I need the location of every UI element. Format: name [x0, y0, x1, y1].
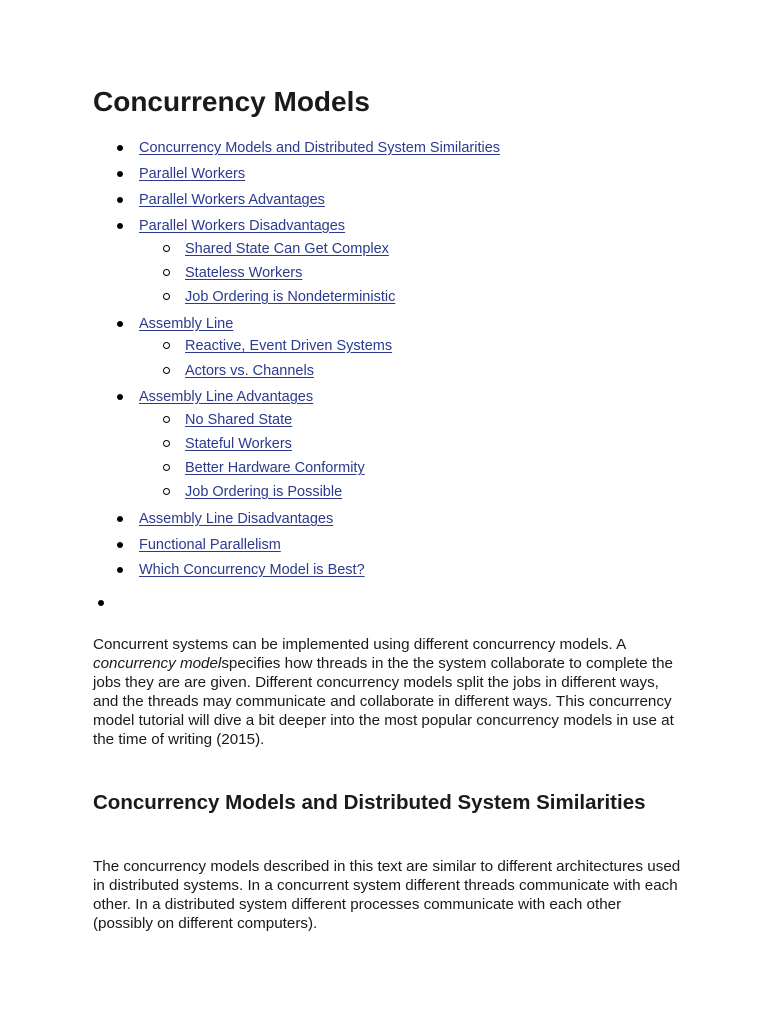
toc-link-parallel-workers-advantages[interactable]: Parallel Workers Advantages — [139, 192, 325, 208]
toc-link-no-shared-state[interactable]: No Shared State — [185, 412, 293, 428]
bullet-disc-icon — [117, 321, 123, 327]
toc-link-assembly-line[interactable]: Assembly Line — [139, 316, 234, 332]
bullet-circle-icon — [163, 488, 170, 495]
toc-link-parallel-workers-disadvantages[interactable]: Parallel Workers Disadvantages — [139, 218, 346, 234]
toc-link-parallel-workers[interactable]: Parallel Workers — [139, 166, 246, 182]
toc-item — [93, 535, 281, 555]
toc-link-assembly-line-advantages[interactable]: Assembly Line Advantages — [139, 389, 314, 405]
intro-emphasis: concurrency model — [93, 655, 222, 672]
toc-subitem — [93, 239, 389, 259]
bullet-circle-icon — [163, 245, 170, 252]
toc-item — [93, 314, 233, 334]
toc-link-shared-state-complex[interactable]: Shared State Can Get Complex — [185, 241, 389, 257]
bullet-disc-icon — [117, 516, 123, 522]
section-heading: Concurrency Models and Distributed System Similarities — [93, 791, 646, 814]
intro-text-after: specifies how threads in the the system collaborate to complete the jobs they are are given. Different concurrency models split the jobs in different ways, and the threads may communicate and collaborate in different ways. This concurrency model tutorial will dive a bit deeper into the most popular concurrency models in use at the time of writing (2015). — [93, 655, 674, 748]
bullet-circle-icon — [163, 342, 170, 349]
bullet-disc-icon — [117, 542, 123, 548]
toc-link-actors-vs-channels[interactable]: Actors vs. Channels — [185, 363, 314, 379]
toc-link-which-model-best[interactable]: Which Concurrency Model is Best? — [139, 562, 365, 578]
bullet-disc-icon — [117, 171, 123, 177]
bullet-disc-icon — [117, 567, 123, 573]
intro-text-before: Concurrent systems can be implemented using different concurrency models. A — [93, 636, 626, 653]
toc-item — [93, 216, 345, 236]
toc-item — [93, 387, 313, 407]
bullet-circle-icon — [163, 293, 170, 300]
toc-subitem — [93, 482, 342, 502]
toc-link-job-ordering-possible[interactable]: Job Ordering is Possible — [185, 484, 343, 500]
bullet-circle-icon — [163, 440, 170, 447]
toc-subitem — [93, 336, 392, 356]
toc-subitem — [93, 361, 314, 381]
toc-item — [93, 509, 333, 529]
toc-link-concurrency-models-distributed-similarities[interactable]: Concurrency Models and Distributed System Similarities — [139, 140, 501, 156]
bullet-circle-icon — [163, 464, 170, 471]
section-paragraph: The concurrency models described in this text are similar to different architectures used in distributed systems. In a concurrent system different threads communicate with each other. In a distributed system different processes communicate with each other (possibly on different computers). — [93, 858, 681, 932]
toc-item — [93, 164, 245, 184]
toc-item — [93, 190, 325, 210]
toc-link-reactive-event-driven[interactable]: Reactive, Event Driven Systems — [185, 338, 393, 354]
toc-link-functional-parallelism[interactable]: Functional Parallelism — [139, 537, 281, 553]
bullet-circle-icon — [163, 367, 170, 374]
toc-item — [93, 560, 365, 580]
toc-subitem — [93, 287, 395, 307]
intro-paragraph — [93, 635, 683, 749]
bullet-disc-icon — [117, 394, 123, 400]
page-title: Concurrency Models — [93, 86, 370, 117]
toc-subitem — [93, 410, 292, 430]
toc-link-better-hardware-conformity[interactable]: Better Hardware Conformity — [185, 460, 365, 476]
toc-link-job-ordering-nondeterministic[interactable]: Job Ordering is Nondeterministic — [185, 289, 396, 305]
toc-item — [93, 138, 500, 158]
toc-subitem — [93, 458, 365, 478]
bullet-disc-icon — [117, 223, 123, 229]
bullet-disc-icon — [117, 145, 123, 151]
toc-subitem — [93, 263, 302, 283]
toc-link-stateful-workers[interactable]: Stateful Workers — [185, 436, 292, 452]
bullet-circle-icon — [163, 416, 170, 423]
toc-subitem — [93, 434, 292, 454]
toc-link-stateless-workers[interactable]: Stateless Workers — [185, 265, 303, 281]
empty-bullet-icon — [98, 600, 104, 606]
bullet-circle-icon — [163, 269, 170, 276]
toc-link-assembly-line-disadvantages[interactable]: Assembly Line Disadvantages — [139, 511, 334, 527]
bullet-disc-icon — [117, 197, 123, 203]
